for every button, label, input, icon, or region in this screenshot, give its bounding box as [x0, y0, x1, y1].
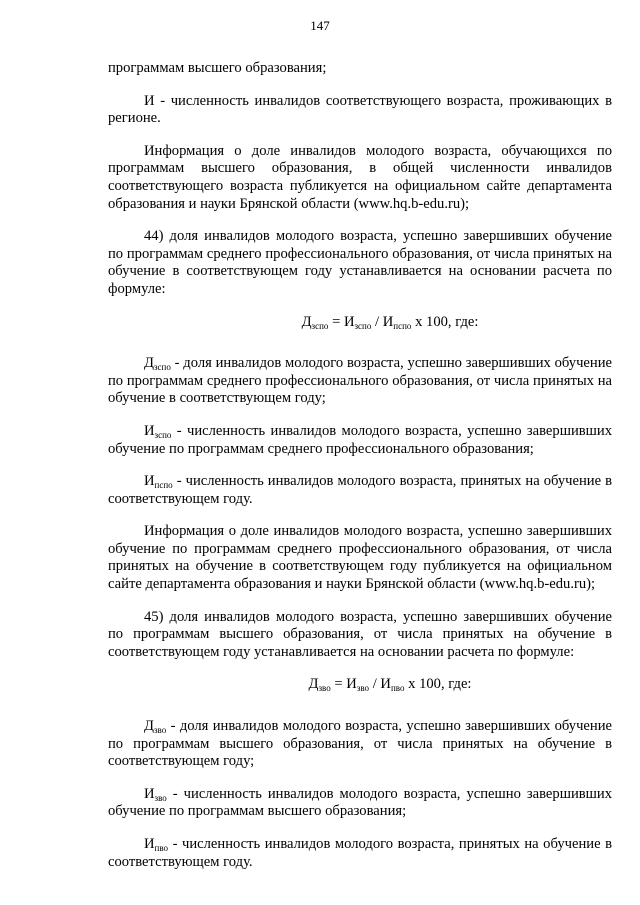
formula-operator: /	[369, 676, 381, 693]
symbol: И	[144, 785, 155, 802]
definition-paragraph	[108, 718, 612, 771]
symbol: И	[144, 422, 155, 439]
formula-subscript: пво	[390, 683, 405, 694]
symbol-subscript: пво	[154, 843, 169, 853]
formula-dzspo	[108, 314, 612, 332]
formula-operator: /	[371, 313, 383, 330]
symbol-subscript: зспо	[154, 429, 172, 440]
formula-dzvo	[108, 676, 612, 694]
formula-subscript: пспо	[393, 320, 412, 331]
definition-paragraph	[108, 473, 612, 508]
definition-text: - доля инвалидов молодого возраста, успешно завершивших обучение по программам среднего профессионального образования, от числа принятых на обучение в соответствующем году;	[108, 355, 612, 407]
definition-text: - доля инвалидов молодого возраста, успешно завершивших обучение по программам высшего образования, от числа принятых на обучение в соответствующем году;	[108, 718, 612, 770]
definition-text: - численность инвалидов молодого возраста, принятых на обучение в соответствующем году.	[108, 836, 612, 870]
formula-subscript: зспо	[354, 320, 372, 331]
symbol: Д	[144, 718, 154, 735]
formula-operator: =	[328, 313, 344, 330]
symbol-subscript: зво	[153, 725, 167, 736]
formula-subscript: зво	[356, 683, 370, 694]
symbol: И	[144, 836, 155, 852]
paragraph: Информация о доле инвалидов молодого возраста, успешно завершивших обучение по программам среднего профессионального образования, от числа принятых на обучение в соответствующем году публикуется на официальном сайте департамента образования и науки Брянской области (www.hq.b-edu.ru);	[108, 523, 612, 593]
paragraph: 45) доля инвалидов молодого возраста, успешно завершивших обучение по программам высшего образования, от числа принятых на обучение в соответствующем году устанавливается на основании расчета по формуле:	[108, 608, 612, 660]
symbol-subscript: пспо	[154, 480, 173, 491]
paragraph: 44) доля инвалидов молодого возраста, успешно завершивших обучение по программам среднего профессионального образования, от числа принятых на обучение в соответствующем году устанавливается на основании расчета по формуле:	[108, 228, 612, 297]
formula-symbol: Д	[301, 313, 312, 330]
formula-operator: =	[330, 676, 347, 693]
symbol-subscript: зспо	[153, 362, 171, 373]
paragraph: Информация о доле инвалидов молодого возраста, обучающихся по программам высшего образования, в общей численности инвалидов соответствующего возраста публикуется на официальном сайте департамента образования и науки Брянской области (www.hq.b-edu.ru);	[108, 142, 612, 212]
definition-text: - численность инвалидов молодого возраста, успешно завершивших обучение по программам высшего образования;	[108, 785, 612, 820]
paragraph: программам высшего образования;	[108, 60, 327, 76]
symbol: И	[144, 473, 155, 490]
formula-symbol: И	[346, 676, 357, 693]
formula-tail: х 100, где:	[411, 313, 479, 330]
formula-subscript: зво	[318, 683, 331, 694]
definition-paragraph	[108, 355, 612, 408]
symbol: Д	[144, 355, 154, 372]
document-body	[108, 60, 612, 886]
page-number: 147	[310, 18, 330, 33]
definition-paragraph	[108, 836, 612, 871]
formula-symbol: И	[382, 313, 394, 330]
definition-text: - численность инвалидов молодого возраста, успешно завершивших обучение по программам среднего профессионального образования;	[108, 422, 612, 457]
formula-symbol: Д	[308, 676, 319, 693]
definition-text: - численность инвалидов молодого возраста, принятых на обучение в соответствующем году.	[108, 473, 612, 507]
definition-paragraph	[108, 423, 612, 458]
symbol-subscript: зво	[154, 792, 167, 803]
formula-subscript: зспо	[311, 320, 329, 331]
formula-symbol: И	[343, 313, 355, 330]
paragraph: И - численность инвалидов соответствующего возраста, проживающих в регионе.	[108, 92, 612, 127]
formula-symbol: И	[380, 676, 391, 693]
definition-paragraph	[108, 786, 612, 821]
formula-tail: х 100, где:	[404, 676, 472, 693]
